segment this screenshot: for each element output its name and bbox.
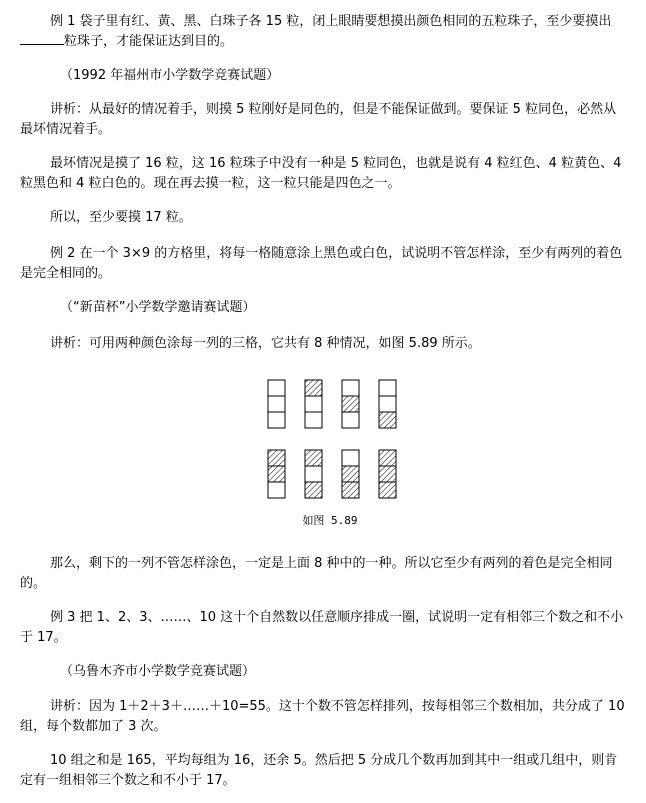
shaded-cell xyxy=(379,412,396,428)
example-1-analysis: 讲析：从最好的情况着手，则摸 5 粒刚好是同色的，但是不能保证做到。要保证 5 粒同色，必然从最坏情况着手。 xyxy=(20,102,617,137)
example-3-source: （乌鲁木齐市小学数学竞赛试题） xyxy=(60,664,256,679)
example-1-source: （1992 年福州市小学数学竞赛试题） xyxy=(60,68,280,83)
blank-cell xyxy=(342,450,359,466)
shaded-cell xyxy=(268,450,285,466)
example-1-question xyxy=(20,12,626,52)
shaded-cell xyxy=(342,396,359,412)
shaded-cell xyxy=(342,482,359,498)
example-2-conclusion: 那么，剩下的一列不管怎样涂色，一定是上面 8 种中的一种。所以它至少有两列的着色是完全相同的。 xyxy=(20,556,613,591)
example-2-analysis: 讲析：可用两种颜色涂每一列的三格，它共有 8 种情况，如图 5.89 所示。 xyxy=(50,336,481,351)
coloring-case-1 xyxy=(268,380,285,428)
coloring-case-8 xyxy=(379,450,396,498)
blank-cell xyxy=(268,482,285,498)
blank-cell xyxy=(379,380,396,396)
example-3-conclusion: 10 组之和是 165，平均每组为 16，还余 5。然后把 5 分成几个数再加到其中一组或几组中，则肯定有一组相邻三个数之和不小于 17。 xyxy=(20,753,618,788)
shaded-cell xyxy=(379,482,396,498)
blank-cell xyxy=(268,396,285,412)
shaded-cell xyxy=(305,482,322,498)
example-3-question: 例 3 把 1、2、3、……、10 这十个自然数以任意顺序排成一圈，试说明一定有相邻三个数之和不小于 17。 xyxy=(20,610,624,645)
blank-cell xyxy=(268,380,285,396)
example-1-text-end: 粒珠子，才能保证达到目的。 xyxy=(64,34,234,49)
blank-cell xyxy=(379,396,396,412)
example-1-worst-case: 最坏情况是摸了 16 粒，这 16 粒珠子中没有一种是 5 粒同色，也就是说有 4 粒红色、4 粒黄色、4 粒黑色和 4 粒白色的。现在再去摸一粒，这一粒只能是四色之一。 xyxy=(20,156,622,191)
coloring-case-2 xyxy=(305,380,322,428)
shaded-cell xyxy=(268,466,285,482)
figure-caption: 如图 5.89 xyxy=(302,514,358,527)
blank-cell xyxy=(305,466,322,482)
shaded-cell xyxy=(379,450,396,466)
blank-cell xyxy=(342,380,359,396)
coloring-case-3 xyxy=(342,380,359,428)
example-3-analysis: 讲析：因为 1＋2＋3＋……＋10=55。这十个数不管怎样排列，按每相邻三个数相加，共分成了 10 组，每个数都加了 3 次。 xyxy=(20,699,625,734)
blank-cell xyxy=(305,396,322,412)
shaded-cell xyxy=(305,380,322,396)
blank-cell xyxy=(305,412,322,428)
example-2-question: 例 2 在一个 3×9 的方格里，将每一格随意涂上黑色或白色，试说明不管怎样涂，至少有两列的着色是完全相同的。 xyxy=(20,246,623,281)
example-1-answer: 所以，至少要摸 17 粒。 xyxy=(50,210,192,225)
blank-cell xyxy=(268,412,285,428)
answer-blank xyxy=(20,32,64,45)
coloring-case-7 xyxy=(342,450,359,498)
blank-cell xyxy=(342,412,359,428)
shaded-cell xyxy=(305,450,322,466)
shaded-cell xyxy=(342,466,359,482)
coloring-case-6 xyxy=(305,450,322,498)
coloring-case-5 xyxy=(268,450,285,498)
example-2-source: （“新苗杯”小学数学邀请赛试题） xyxy=(60,300,256,315)
example-1-text: 例 1 袋子里有红、黄、黑、白珠子各 15 粒，闭上眼睛要想摸出颜色相同的五粒珠子，至少要摸出 xyxy=(50,14,612,29)
shaded-cell xyxy=(379,466,396,482)
coloring-case-4 xyxy=(379,380,396,428)
